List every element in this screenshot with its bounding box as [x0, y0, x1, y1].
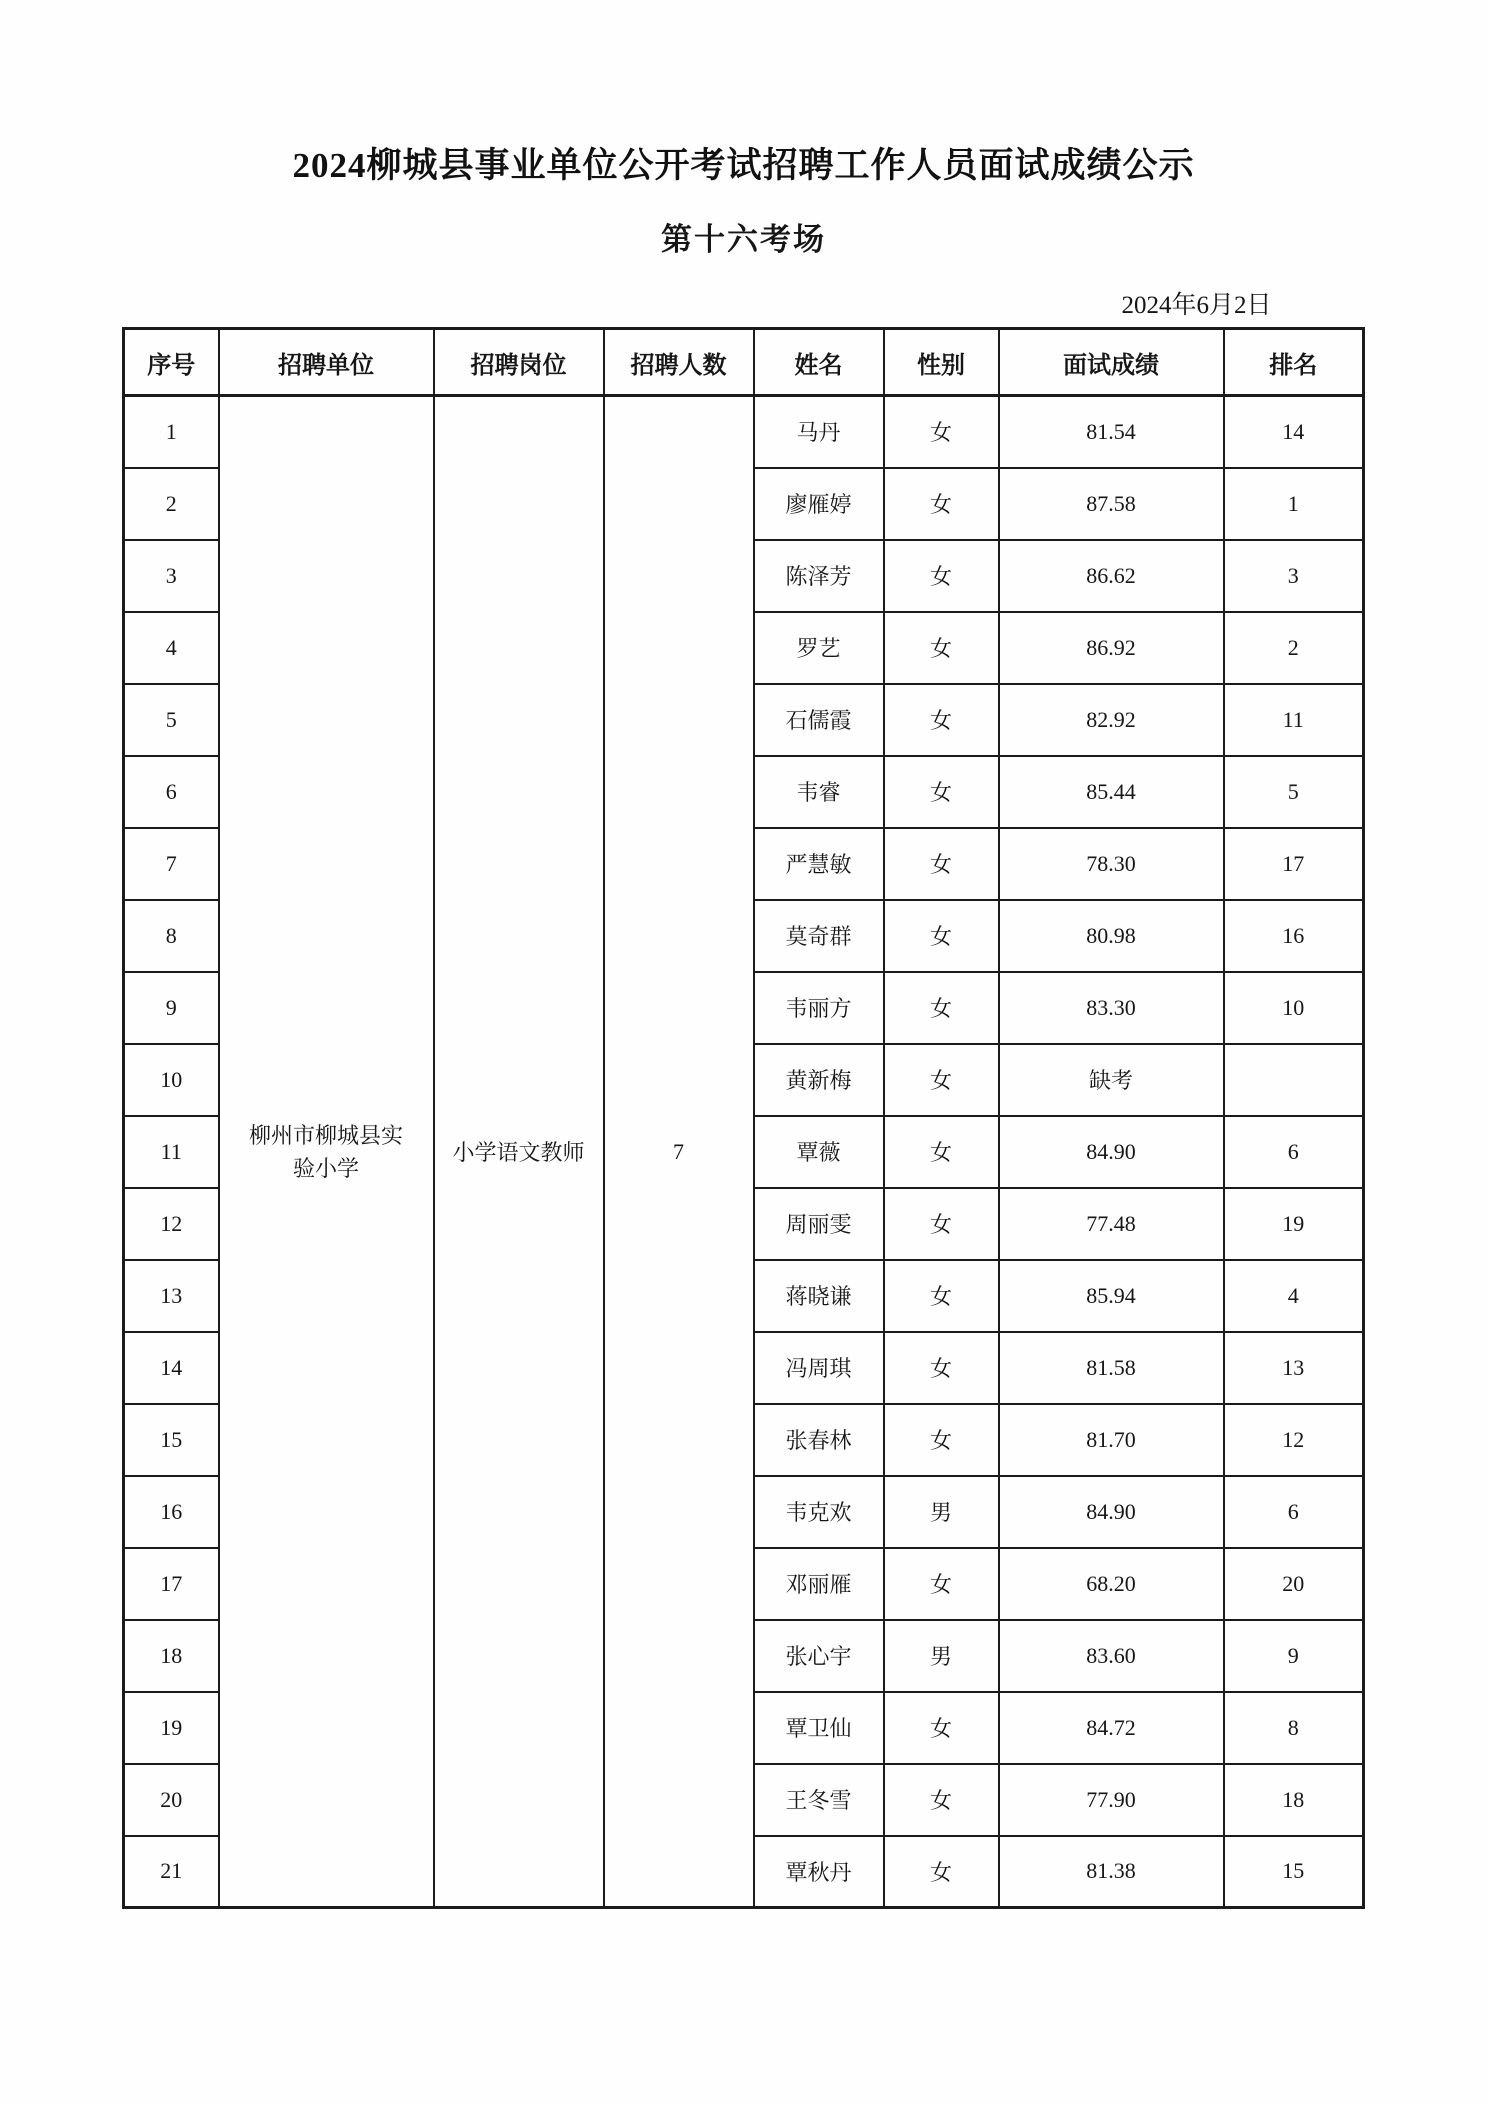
cell-score: 86.62: [999, 540, 1224, 612]
cell-gender: 女: [884, 1116, 999, 1188]
cell-score: 78.30: [999, 828, 1224, 900]
cell-gender: 女: [884, 900, 999, 972]
cell-index: 18: [124, 1620, 219, 1692]
cell-index: 3: [124, 540, 219, 612]
cell-score: 缺考: [999, 1044, 1224, 1116]
cell-index: 8: [124, 900, 219, 972]
cell-index: 13: [124, 1260, 219, 1332]
cell-score: 82.92: [999, 684, 1224, 756]
cell-rank: 20: [1224, 1548, 1364, 1620]
col-header-unit: 招聘单位: [219, 329, 434, 396]
cell-index: 2: [124, 468, 219, 540]
cell-index: 6: [124, 756, 219, 828]
cell-name: 马丹: [754, 396, 884, 468]
cell-gender: 女: [884, 828, 999, 900]
cell-gender: 女: [884, 1692, 999, 1764]
cell-recruiting-headcount: 7: [604, 396, 754, 1908]
cell-index: 9: [124, 972, 219, 1044]
cell-rank: 17: [1224, 828, 1364, 900]
cell-name: 陈泽芳: [754, 540, 884, 612]
col-header-rank: 排名: [1224, 329, 1364, 396]
cell-name: 覃薇: [754, 1116, 884, 1188]
cell-name: 韦睿: [754, 756, 884, 828]
cell-rank: 3: [1224, 540, 1364, 612]
table-header-row: [124, 329, 1364, 396]
cell-gender: 男: [884, 1476, 999, 1548]
cell-gender: 女: [884, 756, 999, 828]
cell-name: 黄新梅: [754, 1044, 884, 1116]
exam-room-subtitle: 第十六考场: [661, 222, 826, 257]
cell-name: 王冬雪: [754, 1764, 884, 1836]
cell-score: 83.30: [999, 972, 1224, 1044]
cell-score: 85.94: [999, 1260, 1224, 1332]
cell-name: 冯周琪: [754, 1332, 884, 1404]
cell-name: 邓丽雁: [754, 1548, 884, 1620]
col-header-headcount: 招聘人数: [604, 329, 754, 396]
cell-score: 81.58: [999, 1332, 1224, 1404]
cell-score: 77.90: [999, 1764, 1224, 1836]
cell-score: 81.38: [999, 1836, 1224, 1908]
cell-gender: 女: [884, 1044, 999, 1116]
col-header-name: 姓名: [754, 329, 884, 396]
table-body: [124, 396, 1364, 1908]
recruiting-unit-text: 柳州市柳城县实验小学: [248, 1122, 403, 1181]
cell-rank: 11: [1224, 684, 1364, 756]
cell-name: 张春林: [754, 1404, 884, 1476]
cell-gender: 女: [884, 1188, 999, 1260]
cell-index: 21: [124, 1836, 219, 1908]
cell-gender: 女: [884, 396, 999, 468]
cell-gender: 女: [884, 468, 999, 540]
cell-index: 16: [124, 1476, 219, 1548]
cell-score: 68.20: [999, 1548, 1224, 1620]
col-header-index: 序号: [124, 329, 219, 396]
cell-recruiting-position: 小学语文教师: [434, 396, 604, 1908]
cell-name: 蒋晓谦: [754, 1260, 884, 1332]
cell-rank: [1224, 1044, 1364, 1116]
cell-name: 覃卫仙: [754, 1692, 884, 1764]
cell-name: 严慧敏: [754, 828, 884, 900]
col-header-position: 招聘岗位: [434, 329, 604, 396]
cell-rank: 4: [1224, 1260, 1364, 1332]
cell-gender: 女: [884, 972, 999, 1044]
cell-rank: 2: [1224, 612, 1364, 684]
cell-index: 11: [124, 1116, 219, 1188]
cell-name: 莫奇群: [754, 900, 884, 972]
cell-index: 1: [124, 396, 219, 468]
cell-score: 84.90: [999, 1476, 1224, 1548]
cell-rank: 5: [1224, 756, 1364, 828]
cell-score: 81.54: [999, 396, 1224, 468]
cell-score: 84.90: [999, 1116, 1224, 1188]
cell-recruiting-unit: [219, 396, 434, 1908]
cell-index: 14: [124, 1332, 219, 1404]
col-header-score: 面试成绩: [999, 329, 1224, 396]
cell-index: 19: [124, 1692, 219, 1764]
cell-index: 7: [124, 828, 219, 900]
cell-rank: 1: [1224, 468, 1364, 540]
cell-score: 83.60: [999, 1620, 1224, 1692]
cell-score: 87.58: [999, 468, 1224, 540]
cell-rank: 9: [1224, 1620, 1364, 1692]
cell-rank: 19: [1224, 1188, 1364, 1260]
cell-gender: 女: [884, 1260, 999, 1332]
cell-rank: 10: [1224, 972, 1364, 1044]
cell-name: 罗艺: [754, 612, 884, 684]
cell-name: 周丽雯: [754, 1188, 884, 1260]
cell-rank: 15: [1224, 1836, 1364, 1908]
cell-gender: 女: [884, 1404, 999, 1476]
cell-rank: 14: [1224, 396, 1364, 468]
cell-index: 20: [124, 1764, 219, 1836]
cell-rank: 6: [1224, 1116, 1364, 1188]
cell-name: 覃秋丹: [754, 1836, 884, 1908]
cell-index: 15: [124, 1404, 219, 1476]
cell-rank: 16: [1224, 900, 1364, 972]
table-row: [124, 396, 1364, 468]
cell-gender: 女: [884, 612, 999, 684]
cell-name: 廖雁婷: [754, 468, 884, 540]
cell-rank: 6: [1224, 1476, 1364, 1548]
col-header-gender: 性别: [884, 329, 999, 396]
cell-score: 80.98: [999, 900, 1224, 972]
cell-score: 77.48: [999, 1188, 1224, 1260]
cell-gender: 男: [884, 1620, 999, 1692]
cell-name: 韦丽方: [754, 972, 884, 1044]
cell-score: 86.92: [999, 612, 1224, 684]
date-label: 2024年6月2日: [1121, 292, 1272, 319]
cell-index: 5: [124, 684, 219, 756]
score-table: [122, 327, 1365, 1909]
cell-index: 10: [124, 1044, 219, 1116]
cell-rank: 18: [1224, 1764, 1364, 1836]
cell-gender: 女: [884, 1332, 999, 1404]
cell-name: 张心宇: [754, 1620, 884, 1692]
cell-score: 84.72: [999, 1692, 1224, 1764]
page-title: 2024柳城县事业单位公开考试招聘工作人员面试成绩公示: [292, 146, 1195, 185]
cell-gender: 女: [884, 1836, 999, 1908]
cell-index: 17: [124, 1548, 219, 1620]
cell-gender: 女: [884, 1548, 999, 1620]
cell-score: 81.70: [999, 1404, 1224, 1476]
cell-score: 85.44: [999, 756, 1224, 828]
cell-index: 12: [124, 1188, 219, 1260]
cell-rank: 13: [1224, 1332, 1364, 1404]
cell-gender: 女: [884, 684, 999, 756]
cell-gender: 女: [884, 540, 999, 612]
cell-name: 韦克欢: [754, 1476, 884, 1548]
cell-name: 石儒霞: [754, 684, 884, 756]
cell-rank: 12: [1224, 1404, 1364, 1476]
cell-index: 4: [124, 612, 219, 684]
cell-gender: 女: [884, 1764, 999, 1836]
cell-rank: 8: [1224, 1692, 1364, 1764]
